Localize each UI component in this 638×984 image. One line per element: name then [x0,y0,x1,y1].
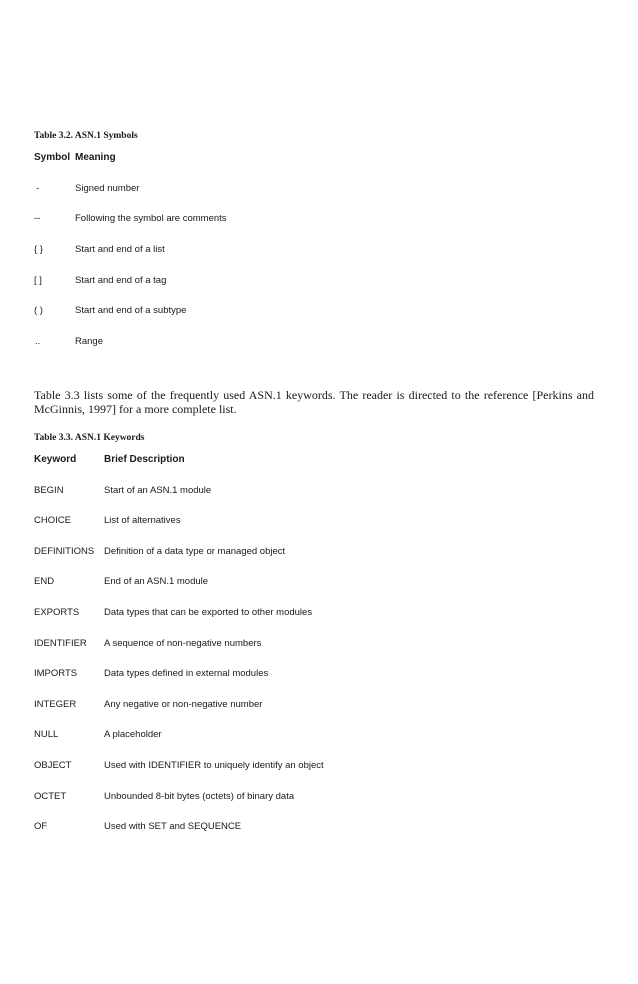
description-cell: Definition of a data type or managed object [104,546,286,557]
table-3-2-header-symbol: Symbol [34,152,71,163]
table-3-3-caption: Table 3.3. ASN.1 Keywords [34,433,145,443]
keyword-cell: EXPORTS [34,607,80,618]
description-cell: A placeholder [104,729,162,740]
keyword-cell: IMPORTS [34,668,78,679]
keyword-cell: END [34,576,55,587]
keyword-cell: DEFINITIONS [34,546,95,557]
body-paragraph: Table 3.3 lists some of the frequently used ASN.1 keywords. The reader is directed to the reference [Perkins and McGinnis, 1997] for a more complete list. [34,388,594,416]
keyword-cell: NULL [34,729,59,740]
keyword-cell: INTEGER [34,699,77,710]
table-3-3-header-description: Brief Description [104,454,185,465]
symbol-cell: -- [34,213,41,224]
keyword-cell: OCTET [34,791,67,802]
description-cell: List of alternatives [104,515,181,526]
symbol-cell: [ ] [34,275,42,286]
meaning-cell: Following the symbol are comments [75,213,227,224]
table-3-2-header-meaning: Meaning [75,152,116,163]
symbol-cell: { } [34,244,43,255]
meaning-cell: Range [75,336,103,347]
description-cell: Used with IDENTIFIER to uniquely identify an object [104,760,324,771]
symbol-cell: ( ) [34,305,43,316]
meaning-cell: Start and end of a list [75,244,165,255]
description-cell: End of an ASN.1 module [104,576,209,587]
description-cell: Any negative or non-negative number [104,699,263,710]
meaning-cell: Start and end of a tag [75,275,167,286]
description-cell: Data types defined in external modules [104,668,269,679]
keyword-cell: CHOICE [34,515,71,526]
keyword-cell: IDENTIFIER [34,638,87,649]
description-cell: Used with SET and SEQUENCE [104,821,242,832]
description-cell: Data types that can be exported to other modules [104,607,313,618]
symbol-cell: - [36,183,40,194]
table-3-2-caption: Table 3.2. ASN.1 Symbols [34,131,138,141]
keyword-cell: BEGIN [34,485,64,496]
table-3-3-header-keyword: Keyword [34,454,77,465]
meaning-cell: Start and end of a subtype [75,305,187,316]
meaning-cell: Signed number [75,183,140,194]
description-cell: A sequence of non-negative numbers [104,638,262,649]
symbol-cell: .. [35,336,41,347]
description-cell: Unbounded 8-bit bytes (octets) of binary data [104,791,295,802]
keyword-cell: OBJECT [34,760,72,771]
description-cell: Start of an ASN.1 module [104,485,212,496]
keyword-cell: OF [34,821,48,832]
